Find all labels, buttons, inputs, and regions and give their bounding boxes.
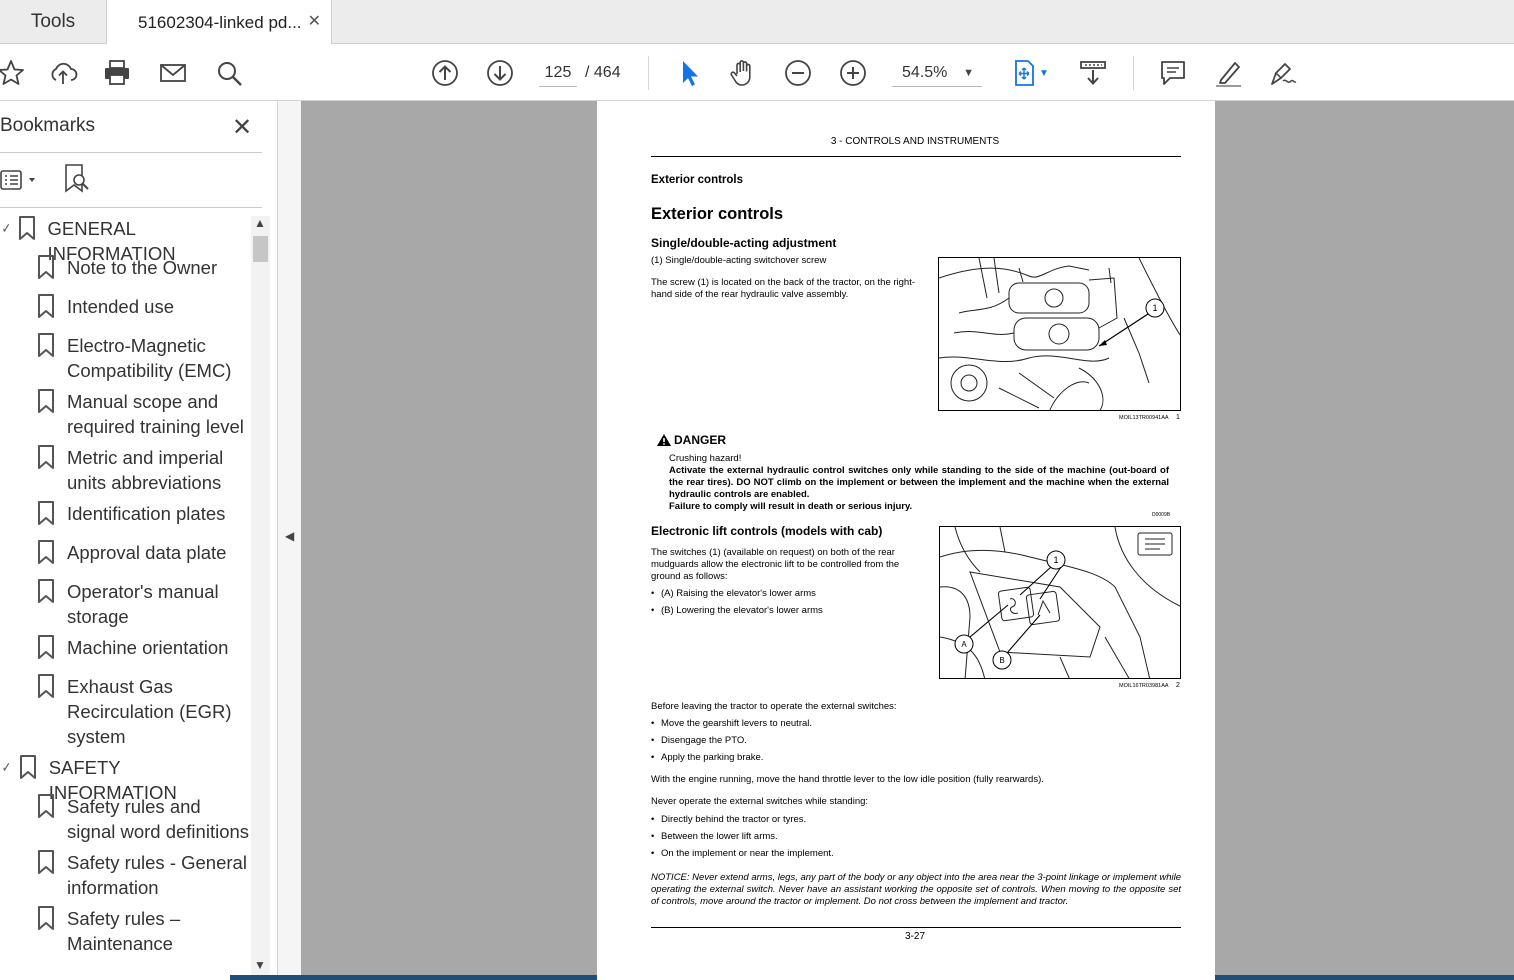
tab-document[interactable] <box>106 0 332 45</box>
zoom-select[interactable] <box>892 59 982 87</box>
bookmark-label: Note to the Owner <box>67 257 218 278</box>
bookmark-list <box>0 216 250 976</box>
chevron-down-icon: ▼ <box>963 67 974 79</box>
highlight-icon[interactable] <box>1211 56 1245 90</box>
pdf-page <box>597 101 1215 980</box>
bookmark-item[interactable] <box>36 906 250 956</box>
panel-collapse-handle[interactable] <box>278 101 301 980</box>
danger-line: Failure to comply will result in death or serious injury. <box>669 501 913 512</box>
bookmark-item[interactable] <box>36 445 250 495</box>
subheading-electronic-lift: Electronic lift controls (models with cab) <box>651 524 883 538</box>
bookmark-label: Electro-Magnetic Compatibility (EMC) <box>67 335 232 381</box>
star-icon[interactable] <box>0 56 28 90</box>
list-item: • Move the gearshift levers to neutral. <box>651 718 813 729</box>
page-up-icon[interactable] <box>428 56 462 90</box>
tab-tools[interactable]: Tools <box>30 11 76 32</box>
bookmark-label: GENERAL INFORMATION <box>47 218 176 264</box>
page-number-input[interactable]: 125 <box>539 59 577 87</box>
list-item: • Directly behind the tractor or tyres. <box>651 814 807 825</box>
bookmark-item[interactable] <box>36 294 250 319</box>
hand-icon[interactable] <box>726 56 760 90</box>
figure-number: 1 <box>1176 414 1180 421</box>
bookmark-icon <box>36 794 56 818</box>
zoom-value: 54.5% <box>902 64 948 81</box>
scrollbar-thumb[interactable] <box>253 236 268 262</box>
scroll-down-icon[interactable]: ▼ <box>254 958 266 972</box>
scroll-up-icon[interactable]: ▲ <box>254 216 266 230</box>
bookmark-icon <box>36 445 56 469</box>
bookmark-item[interactable] <box>36 850 250 900</box>
chevron-down-icon[interactable]: ▼ <box>1039 67 1049 79</box>
footer-rule <box>651 927 1181 928</box>
figure-hydraulic-valve <box>938 257 1181 411</box>
close-icon[interactable]: ✕ <box>307 13 321 30</box>
bookmarks-panel <box>0 101 278 980</box>
warning-icon <box>657 434 671 446</box>
scroll-mode-icon[interactable] <box>1076 56 1110 90</box>
legend-text: (1) Single/double-acting switchover screw <box>651 255 827 266</box>
mail-icon[interactable] <box>156 56 190 90</box>
zoom-in-icon[interactable] <box>836 56 870 90</box>
tab-bar <box>0 0 1514 44</box>
sign-icon[interactable] <box>1266 56 1300 90</box>
bookmark-label: Machine orientation <box>67 637 229 658</box>
callout-a: A <box>961 640 967 649</box>
danger-code: D0009B <box>1152 512 1171 518</box>
bookmark-item[interactable] <box>36 579 250 629</box>
page-heading: Exterior controls <box>651 205 784 223</box>
list-item: • (A) Raising the elevator's lower arms <box>651 588 816 599</box>
bookmark-icon <box>36 389 56 413</box>
bookmarks-title: Bookmarks <box>0 115 96 136</box>
bookmark-icon <box>36 850 56 874</box>
callout-1: 1 <box>1053 555 1059 565</box>
bookmark-label: Intended use <box>67 296 174 317</box>
bookmark-icon <box>36 540 56 564</box>
select-cursor-icon[interactable] <box>671 56 705 90</box>
body-text: Never operate the external switches while standing: <box>651 796 869 807</box>
danger-label: DANGER <box>674 433 727 447</box>
print-icon[interactable] <box>100 56 134 90</box>
list-item: • Between the lower lift arms. <box>651 831 778 842</box>
comment-icon[interactable] <box>1156 56 1190 90</box>
subheading-adjustment: Single/double-acting adjustment <box>651 236 837 250</box>
zoom-out-icon[interactable] <box>781 56 815 90</box>
section-label: Exterior controls <box>651 174 744 186</box>
bookmark-item[interactable] <box>36 389 250 439</box>
figure-number: 2 <box>1176 682 1180 689</box>
list-item: • Disengage the PTO. <box>651 735 747 746</box>
danger-line: Crushing hazard! <box>669 453 742 464</box>
bookmark-icon <box>17 216 37 240</box>
toolbar-separator <box>648 56 649 90</box>
bookmark-item[interactable] <box>36 333 250 383</box>
bookmark-label: Identification plates <box>67 503 226 524</box>
bookmark-icon <box>36 333 56 357</box>
bookmark-label: Safety rules and signal word definitions <box>67 796 250 842</box>
upload-icon[interactable] <box>46 56 80 90</box>
chevron-down-icon[interactable]: ✓ <box>1 759 12 775</box>
figure-lift-switches <box>939 526 1181 679</box>
toolbar-separator <box>1133 56 1134 90</box>
list-item: • (B) Lowering the elevator's lower arms <box>651 605 823 616</box>
divider <box>0 152 262 153</box>
body-text: The screw (1) is located on the back of the tractor, on the right-hand side of the rear hydraulic valve assembly. <box>651 277 916 300</box>
bookmarks-toolbar <box>0 163 262 197</box>
notice-text: NOTICE: Never extend arms, legs, any part of the body or any object into the area near the 3-point linkage or implement while operating the external switch. Never have an assistant working the opposite set of controls. When moving to the opposite set of controls, move around the tractor or implement. Do not cross between the implement and tractor. <box>651 872 1181 907</box>
list-item: • On the implement or near the implement. <box>651 848 834 859</box>
page-number: 3-27 <box>904 931 925 942</box>
bookmarks-scrollbar[interactable] <box>251 216 270 976</box>
danger-heading <box>657 433 726 447</box>
bookmark-icon <box>36 906 56 930</box>
chevron-down-icon[interactable]: ✓ <box>1 220 12 236</box>
bookmark-icon <box>36 255 56 279</box>
bookmark-icon <box>36 635 56 659</box>
bookmark-icon <box>36 674 56 698</box>
bookmark-item[interactable] <box>36 674 250 749</box>
callout-1: 1 <box>1152 303 1158 313</box>
body-text: Before leaving the tractor to operate the external switches: <box>651 701 897 712</box>
divider <box>0 207 262 208</box>
bookmark-label: Metric and imperial units abbreviations <box>67 447 224 493</box>
bookmark-search-icon[interactable] <box>62 163 92 195</box>
bookmark-icon <box>18 755 38 779</box>
bookmark-item[interactable] <box>36 501 250 526</box>
search-icon[interactable] <box>212 56 246 90</box>
bookmark-icon <box>36 579 56 603</box>
list-item: • Apply the parking brake. <box>651 752 764 763</box>
callout-b: B <box>999 656 1005 665</box>
bookmark-item[interactable] <box>36 255 250 280</box>
bookmark-label: Manual scope and required training level <box>67 391 244 437</box>
options-menu-icon[interactable] <box>0 167 40 193</box>
tab-document-label: 51602304-linked pd... <box>138 12 302 32</box>
body-text: With the engine running, move the hand throttle lever to the low idle position (fully rearwards). <box>651 774 1044 785</box>
bookmark-label: Safety rules - General information <box>67 852 247 898</box>
danger-line: Activate the external hydraulic control switches only while standing to the side of the machine (out-board of the rear tires). DO NOT climb on the implement or between the implement and the machine when the external hydraulic controls are enabled. <box>669 465 1169 500</box>
page-total: / 464 <box>585 64 621 81</box>
bookmark-label: SAFETY INFORMATION <box>48 757 177 803</box>
figure-caption: MOIL16TR03981AA <box>1119 683 1169 689</box>
body-text: The switches (1) (available on request) on both of the rear mudguards allow the electronic lift to be controlled from the ground as follows: <box>651 547 900 582</box>
toolbar <box>0 44 1514 101</box>
figure-caption: MOIL13TR00941AA <box>1119 415 1169 421</box>
bookmark-label: Exhaust Gas Recirculation (EGR) system <box>67 676 232 747</box>
danger-text <box>669 453 1169 513</box>
close-icon[interactable]: ✕ <box>232 114 253 141</box>
bookmark-label: Approval data plate <box>67 542 227 563</box>
bookmark-label: Operator's manual storage <box>67 581 219 627</box>
header-rule <box>651 156 1181 157</box>
page-down-icon[interactable] <box>483 56 517 90</box>
collapse-left-icon[interactable]: ◀ <box>285 529 295 543</box>
bookmark-item[interactable] <box>36 794 250 844</box>
running-header: 3 - CONTROLS AND INSTRUMENTS <box>830 136 1000 147</box>
bookmark-icon <box>36 294 56 318</box>
bookmark-icon <box>36 501 56 525</box>
bookmark-item[interactable] <box>36 635 250 660</box>
bookmark-item[interactable] <box>36 540 250 565</box>
bookmark-label: Safety rules – Maintenance <box>67 908 181 954</box>
